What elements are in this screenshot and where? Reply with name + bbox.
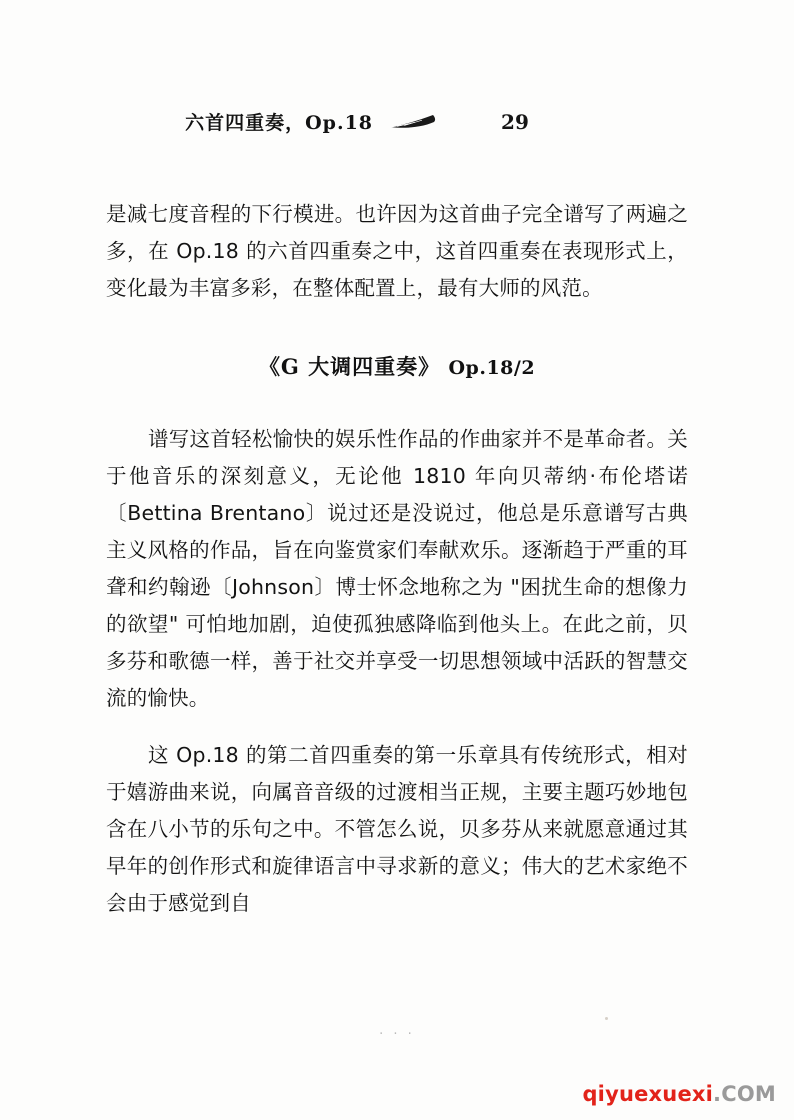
header-inner: [185, 108, 529, 135]
section-heading-title: 《G 大调四重奏》: [258, 354, 441, 379]
section-heading: [106, 351, 688, 381]
watermark-suffix: .COM: [713, 1082, 776, 1106]
paper-speck: [605, 1017, 608, 1020]
page-number: 29: [501, 109, 529, 134]
footer-dots: · · ·: [379, 1027, 415, 1042]
quill-ornament-icon: [389, 114, 443, 130]
section-heading-opus: Op.18/2: [448, 357, 536, 379]
site-watermark: [582, 1082, 776, 1106]
watermark-brand: qiyuexuexi: [582, 1082, 714, 1106]
paragraph-1: 是减七度音程的下行模进。也许因为这首曲子完全谱写了两遍之多，在 Op.18 的六首四重奏之中，这首四重奏在表现形式上，变化最为丰富多彩，在整体配置上，最有大师的风范。: [106, 202, 688, 300]
running-title: 六首四重奏，Op.18: [185, 112, 374, 134]
page-content: [106, 196, 688, 922]
paragraph-3: 这 Op.18 的第二首四重奏的第一乐章具有传统形式，相对于嬉游曲来说，向属音音级的过渡相当正规，主要主题巧妙地包含在八小节的乐句之中。不管怎么说，贝多芬从来就愿意通过其早年的创作形式和旋律语言中寻求新的意义；伟大的艺术家绝不会由于感觉到自: [106, 743, 688, 915]
page-header: [0, 108, 794, 135]
paragraph-2: 谱写这首轻松愉快的娱乐性作品的作曲家并不是革命者。关于他音乐的深刻意义，无论他 1810 年向贝蒂纳·布伦塔诺〔Bettina Brentano〕说过还是没说过，他总是乐意谱写古典主义风格的作品，旨在向鉴赏家们奉献欢乐。逐渐趋于严重的耳聋和约翰逊〔Johnson〕博士怀念地称之为 "困扰生命的想像力的欲望" 可怕地加剧，迫使孤独感降临到他头上。在此之前，贝多芬和歌德一样，善于社交并享受一切思想领域中活跃的智慧交流的愉快。: [106, 427, 688, 710]
